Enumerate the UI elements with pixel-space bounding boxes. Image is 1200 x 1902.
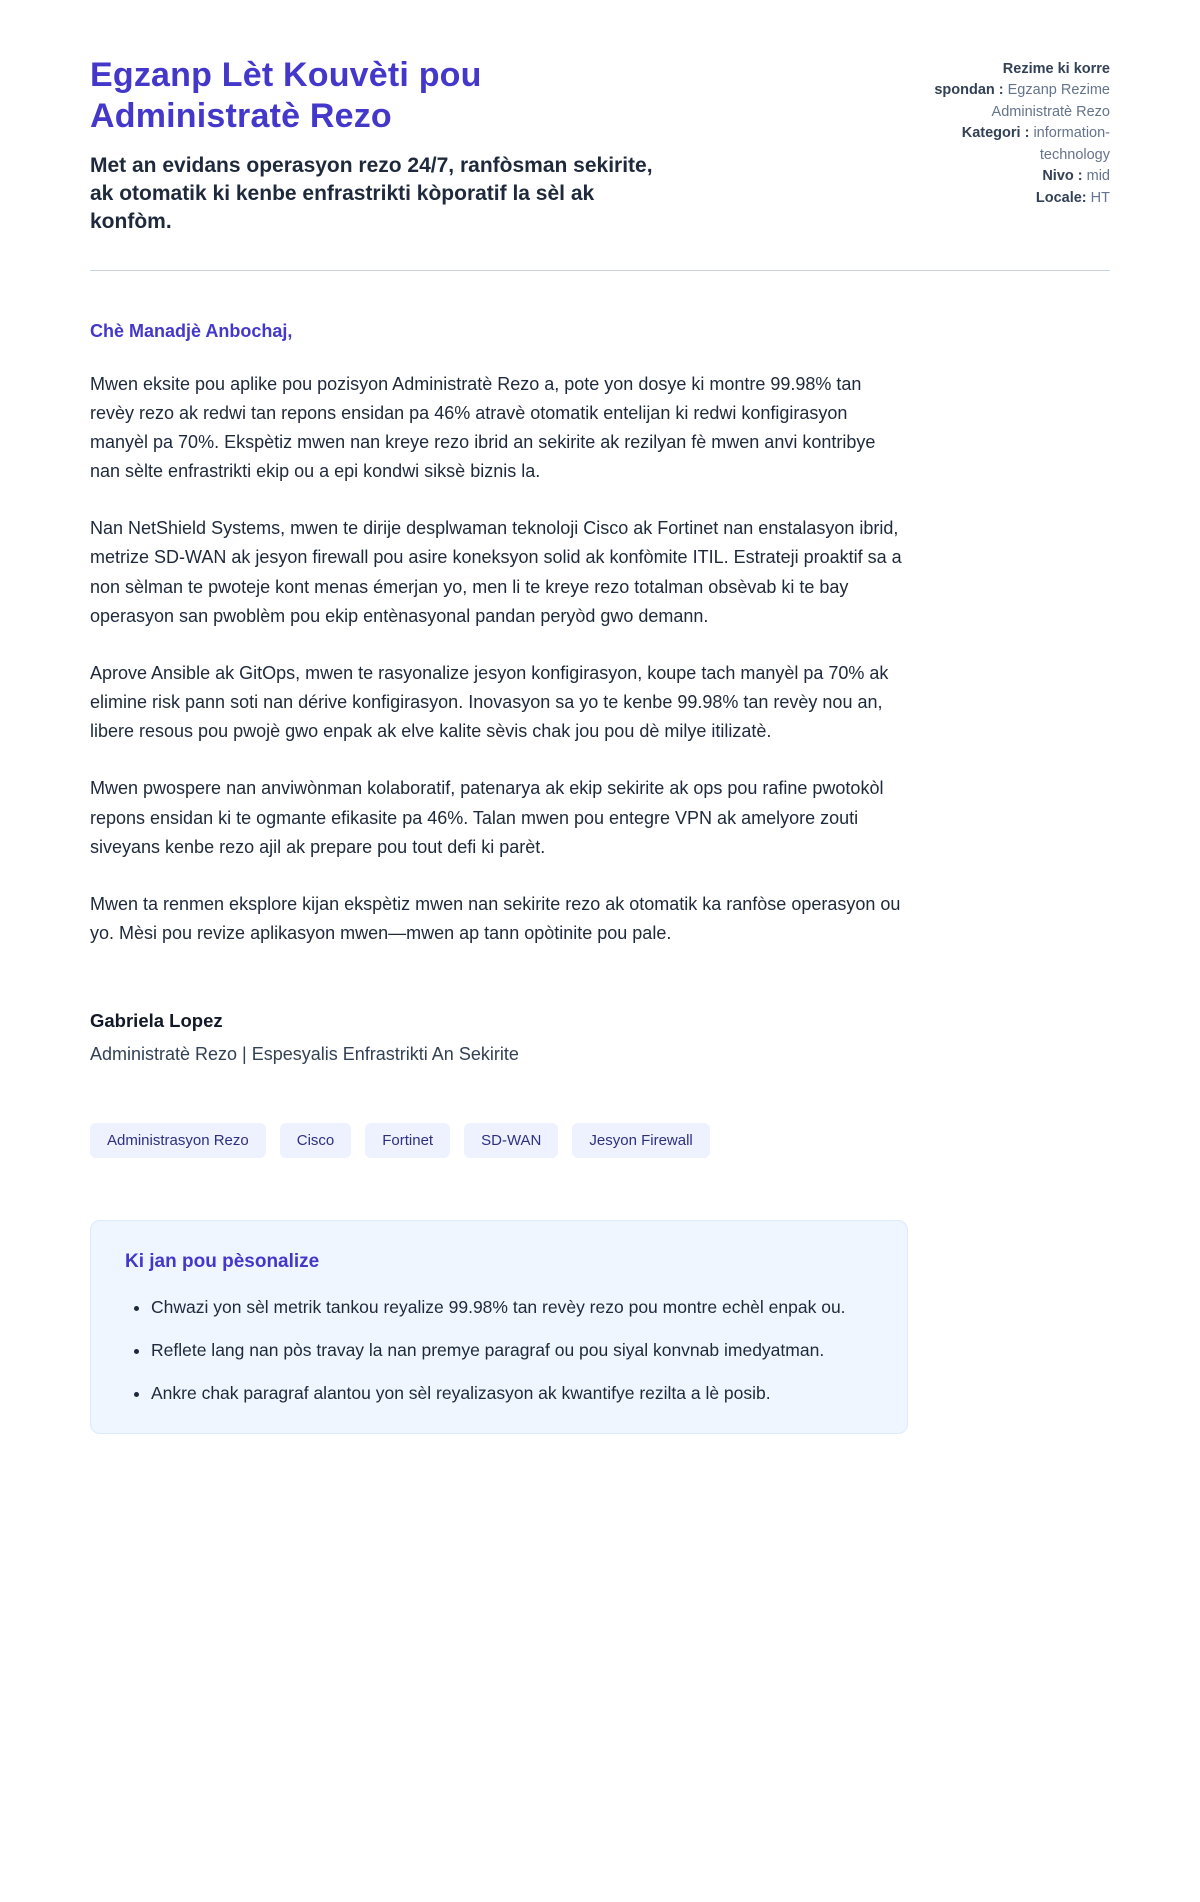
customization-callout <box>90 1220 908 1434</box>
meta-line <box>898 59 1110 80</box>
page-title: Egzanp Lèt Kouvèti pou Administratè Rezo <box>90 56 482 136</box>
meta-label: Rezime ki korre <box>1002 61 1110 77</box>
page-subtitle: Met an evidans operasyon rezo 24/7, ranfòsman sekirite, ak otomatik ki kenbe enfrastrikti kòporatif la sèl ak konfòm. <box>90 153 653 233</box>
meta-label: Kategori : <box>961 125 1034 142</box>
meta-value: mid <box>1086 168 1110 185</box>
callout-list <box>125 1293 873 1407</box>
meta-line <box>898 123 1110 144</box>
callout-item-3: • Ankre chak paragraf alantou yon sèl reyalizasyon ak kwantifye rezilta a lè posib. <box>151 1379 873 1407</box>
callout-item-1: • Chwazi yon sèl metrik tankou reyalize 99.98% tan revèy rezo pou montre echèl enpak ou. <box>151 1293 873 1321</box>
tag-cisco: Cisco <box>280 1123 352 1158</box>
paragraph-2: Nan NetShield Systems, mwen te dirije desplwaman teknoloji Cisco ak Fortinet nan enstalasyon ibrid, metrize SD-WAN ak jesyon firewall pou asire koneksyon solid ak konfòmite ITIL. Estrateji proaktif sa a non sèlman te pwoteje kont menas émerjan yo, men li te kreye rezo totalman obsèvab ki te bay operasyon san pwoblèm pou ekip entènasyonal pandan peryòd gwo demann. <box>90 518 902 626</box>
signature-name: Gabriela Lopez <box>90 1010 223 1032</box>
header <box>90 55 1110 236</box>
header-title-block <box>90 55 675 236</box>
meta-value: Egzanp Rezime <box>1007 82 1110 99</box>
tag-sd-wan: SD-WAN <box>464 1123 558 1158</box>
signature-title: Administratè Rezo | Espesyalis Enfrastrikti An Sekirite <box>90 1044 519 1065</box>
meta-line <box>898 188 1110 209</box>
meta-label: spondan : <box>934 82 1008 99</box>
meta-line <box>898 80 1110 101</box>
letter-body <box>90 321 908 1435</box>
callout-title: Ki jan pou pèsonalize <box>125 1251 320 1273</box>
meta-label: Locale: <box>1035 189 1091 206</box>
paragraph-4: Mwen pwospere nan anviwònman kolaboratif, patenarya ak ekip sekirite ak ops pou rafine pwotokòl repons ensidan ki te ogmante efikasite pa 46%. Talan mwen pou entegre VPN ak amelyore zouti siveyans kenbe rezo ajil ak prepare pou tout defi ki parèt. <box>90 778 884 857</box>
paragraph-1: Mwen eksite pou aplike pou pozisyon Administratè Rezo a, pote yon dosye ki montre 99.98% tan revèy rezo ak redwi tan repons ensidan pa 46% atravè otomatik entelijan ki redwi konfigirasyon manyèl pa 70%. Ekspètiz mwen nan kreye rezo ibrid an sekirite ak rezilyan fè mwen anvi kontribye nan sèlte enfrastrikti ekip ou a epi kondwi siksè biznis la. <box>90 373 876 482</box>
tag-administrasyon-rezo: Administrasyon Rezo <box>90 1123 266 1158</box>
meta-value: Administratè Rezo <box>991 103 1110 120</box>
meta-value: HT <box>1090 189 1110 206</box>
tag-list <box>90 1123 908 1158</box>
cover-letter-page <box>90 0 1110 1902</box>
tag-fortinet: Fortinet <box>365 1123 450 1158</box>
meta-label: Nivo : <box>1042 168 1087 185</box>
meta-value: information- <box>1033 125 1110 142</box>
meta-value: technology <box>1039 146 1110 163</box>
paragraph-5: Mwen ta renmen eksplore kijan ekspètiz mwen nan sekirite rezo ak otomatik ka ranfòse operasyon ou yo. Mèsi pou revize aplikasyon mwen—mwen ap tann opòtinite pou pale. <box>90 893 901 944</box>
meta-panel <box>898 55 1110 209</box>
meta-line <box>898 145 1110 166</box>
callout-item-2: • Reflete lang nan pòs travay la nan premye paragraf ou pou siyal konvnab imedyatman. <box>151 1336 873 1364</box>
meta-line <box>898 102 1110 123</box>
divider <box>90 270 1110 271</box>
paragraph-3: Aprove Ansible ak GitOps, mwen te rasyonalize jesyon konfigirasyon, koupe tach manyèl pa 70% ak elimine risk pann soti nan dérive konfigirasyon. Inovasyon sa yo te kenbe 99.98% tan revèy nou an, libere resous pou pwojè gwo enpak ak elve kalite sèvis chak jou pou dè milye itilizatè. <box>90 662 889 742</box>
meta-line <box>898 166 1110 187</box>
tag-jesyon-firewall: Jesyon Firewall <box>572 1123 709 1158</box>
greeting: Chè Manadjè Anbochaj, <box>90 320 293 341</box>
